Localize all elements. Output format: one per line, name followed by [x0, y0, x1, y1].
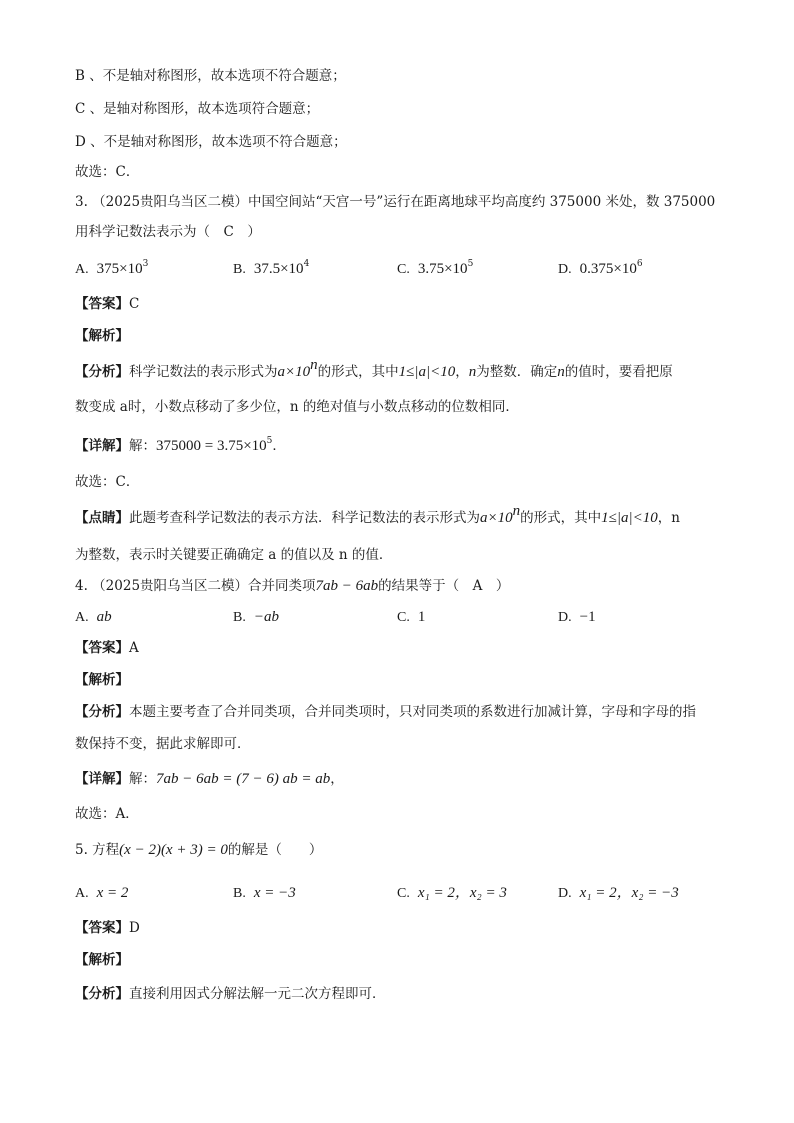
option-c-explanation: C 、是轴对称图形，故本选项符合题意；	[75, 101, 320, 117]
option-d-explanation: D 、不是轴对称图形，故本选项不符合题意；	[75, 134, 347, 150]
q3-options	[75, 258, 725, 280]
q5-answer: 【答案】D	[75, 920, 140, 936]
q4-option-c: C. 1	[397, 609, 426, 625]
q4-option-d: D. −1	[558, 609, 596, 625]
q4-jiexi-heading: 【解析】	[75, 672, 129, 688]
q3-comment-line1: 【点睛】此题考查科学记数法的表示方法．科学记数法的表示形式为$a\times 10^n$的形式，其中1≤|a|<10，n	[75, 503, 680, 526]
q3-analysis-line1: 【分析】科学记数法的表示形式为$a\times 10^n$的形式，其中1≤|a|<10，n为整数．确定n的值时，要看把原	[75, 357, 673, 380]
q3-option-b: B. $37.5\times 10^4$	[233, 259, 310, 277]
q3-option-c: C. $3.75\times 10^5$	[397, 259, 474, 277]
q5-stem: 5. 方程(x − 2)(x + 3) = 0的解是（ ）	[75, 842, 323, 858]
q3-detail: 【详解】解：$375000 = 3.75\times 10^5$．	[75, 436, 286, 454]
q3-stem-line1: 3. （2025贵阳乌当区二模）中国空间站“天宫一号”运行在距离地球平均高度约 375000 米处，数 375000	[75, 194, 716, 210]
q5-option-a: A. x = 2	[75, 885, 129, 901]
q3-option-d: D. $0.375\times 10^6$	[558, 259, 643, 277]
q3-answer: 【答案】C	[75, 296, 140, 312]
choose-line: 故选：C．	[75, 164, 140, 180]
q4-analysis-line2: 数保持不变，据此求解即可．	[75, 736, 251, 752]
q5-option-b: B. x = −3	[233, 885, 296, 901]
q4-detail: 【详解】解：7ab − 6ab = (7 − 6) ab = ab，	[75, 771, 344, 787]
q5-option-c: C. x₁ = 2，x₂ = 3	[397, 885, 507, 901]
q3-choose: 故选：C．	[75, 474, 140, 490]
q4-option-a: A. ab	[75, 609, 112, 625]
q3-analysis-line2: 数变成 a时，小数点移动了多少位，n 的绝对值与小数点移动的位数相同．	[75, 399, 519, 415]
q5-analysis: 【分析】直接利用因式分解法解一元二次方程即可．	[75, 986, 386, 1002]
q3-option-a: A. $375\times 10^3$	[75, 259, 149, 277]
q4-analysis-line1: 【分析】本题主要考查了合并同类项，合并同类项时，只对同类项的系数进行加减计算，字母和字母的指	[75, 704, 696, 720]
q4-option-b: B. −ab	[233, 609, 279, 625]
q4-choose: 故选：A．	[75, 806, 139, 822]
q4-stem: 4. （2025贵阳乌当区二模）合并同类项7ab − 6ab的结果等于（ A ）	[75, 578, 510, 594]
q5-jiexi-heading: 【解析】	[75, 952, 129, 968]
q5-options	[75, 882, 725, 904]
q5-option-d: D. x₁ = 2，x₂ = −3	[558, 885, 679, 901]
q3-stem-line2: 用科学记数法表示为（ C ）	[75, 224, 261, 240]
option-b-explanation: B 、不是轴对称图形，故本选项不符合题意；	[75, 68, 346, 84]
q3-jiexi-heading: 【解析】	[75, 328, 129, 344]
q4-options	[75, 606, 725, 628]
q3-comment-line2: 为整数，表示时关键要正确确定 a 的值以及 n 的值．	[75, 547, 393, 563]
q4-answer: 【答案】A	[75, 640, 139, 656]
